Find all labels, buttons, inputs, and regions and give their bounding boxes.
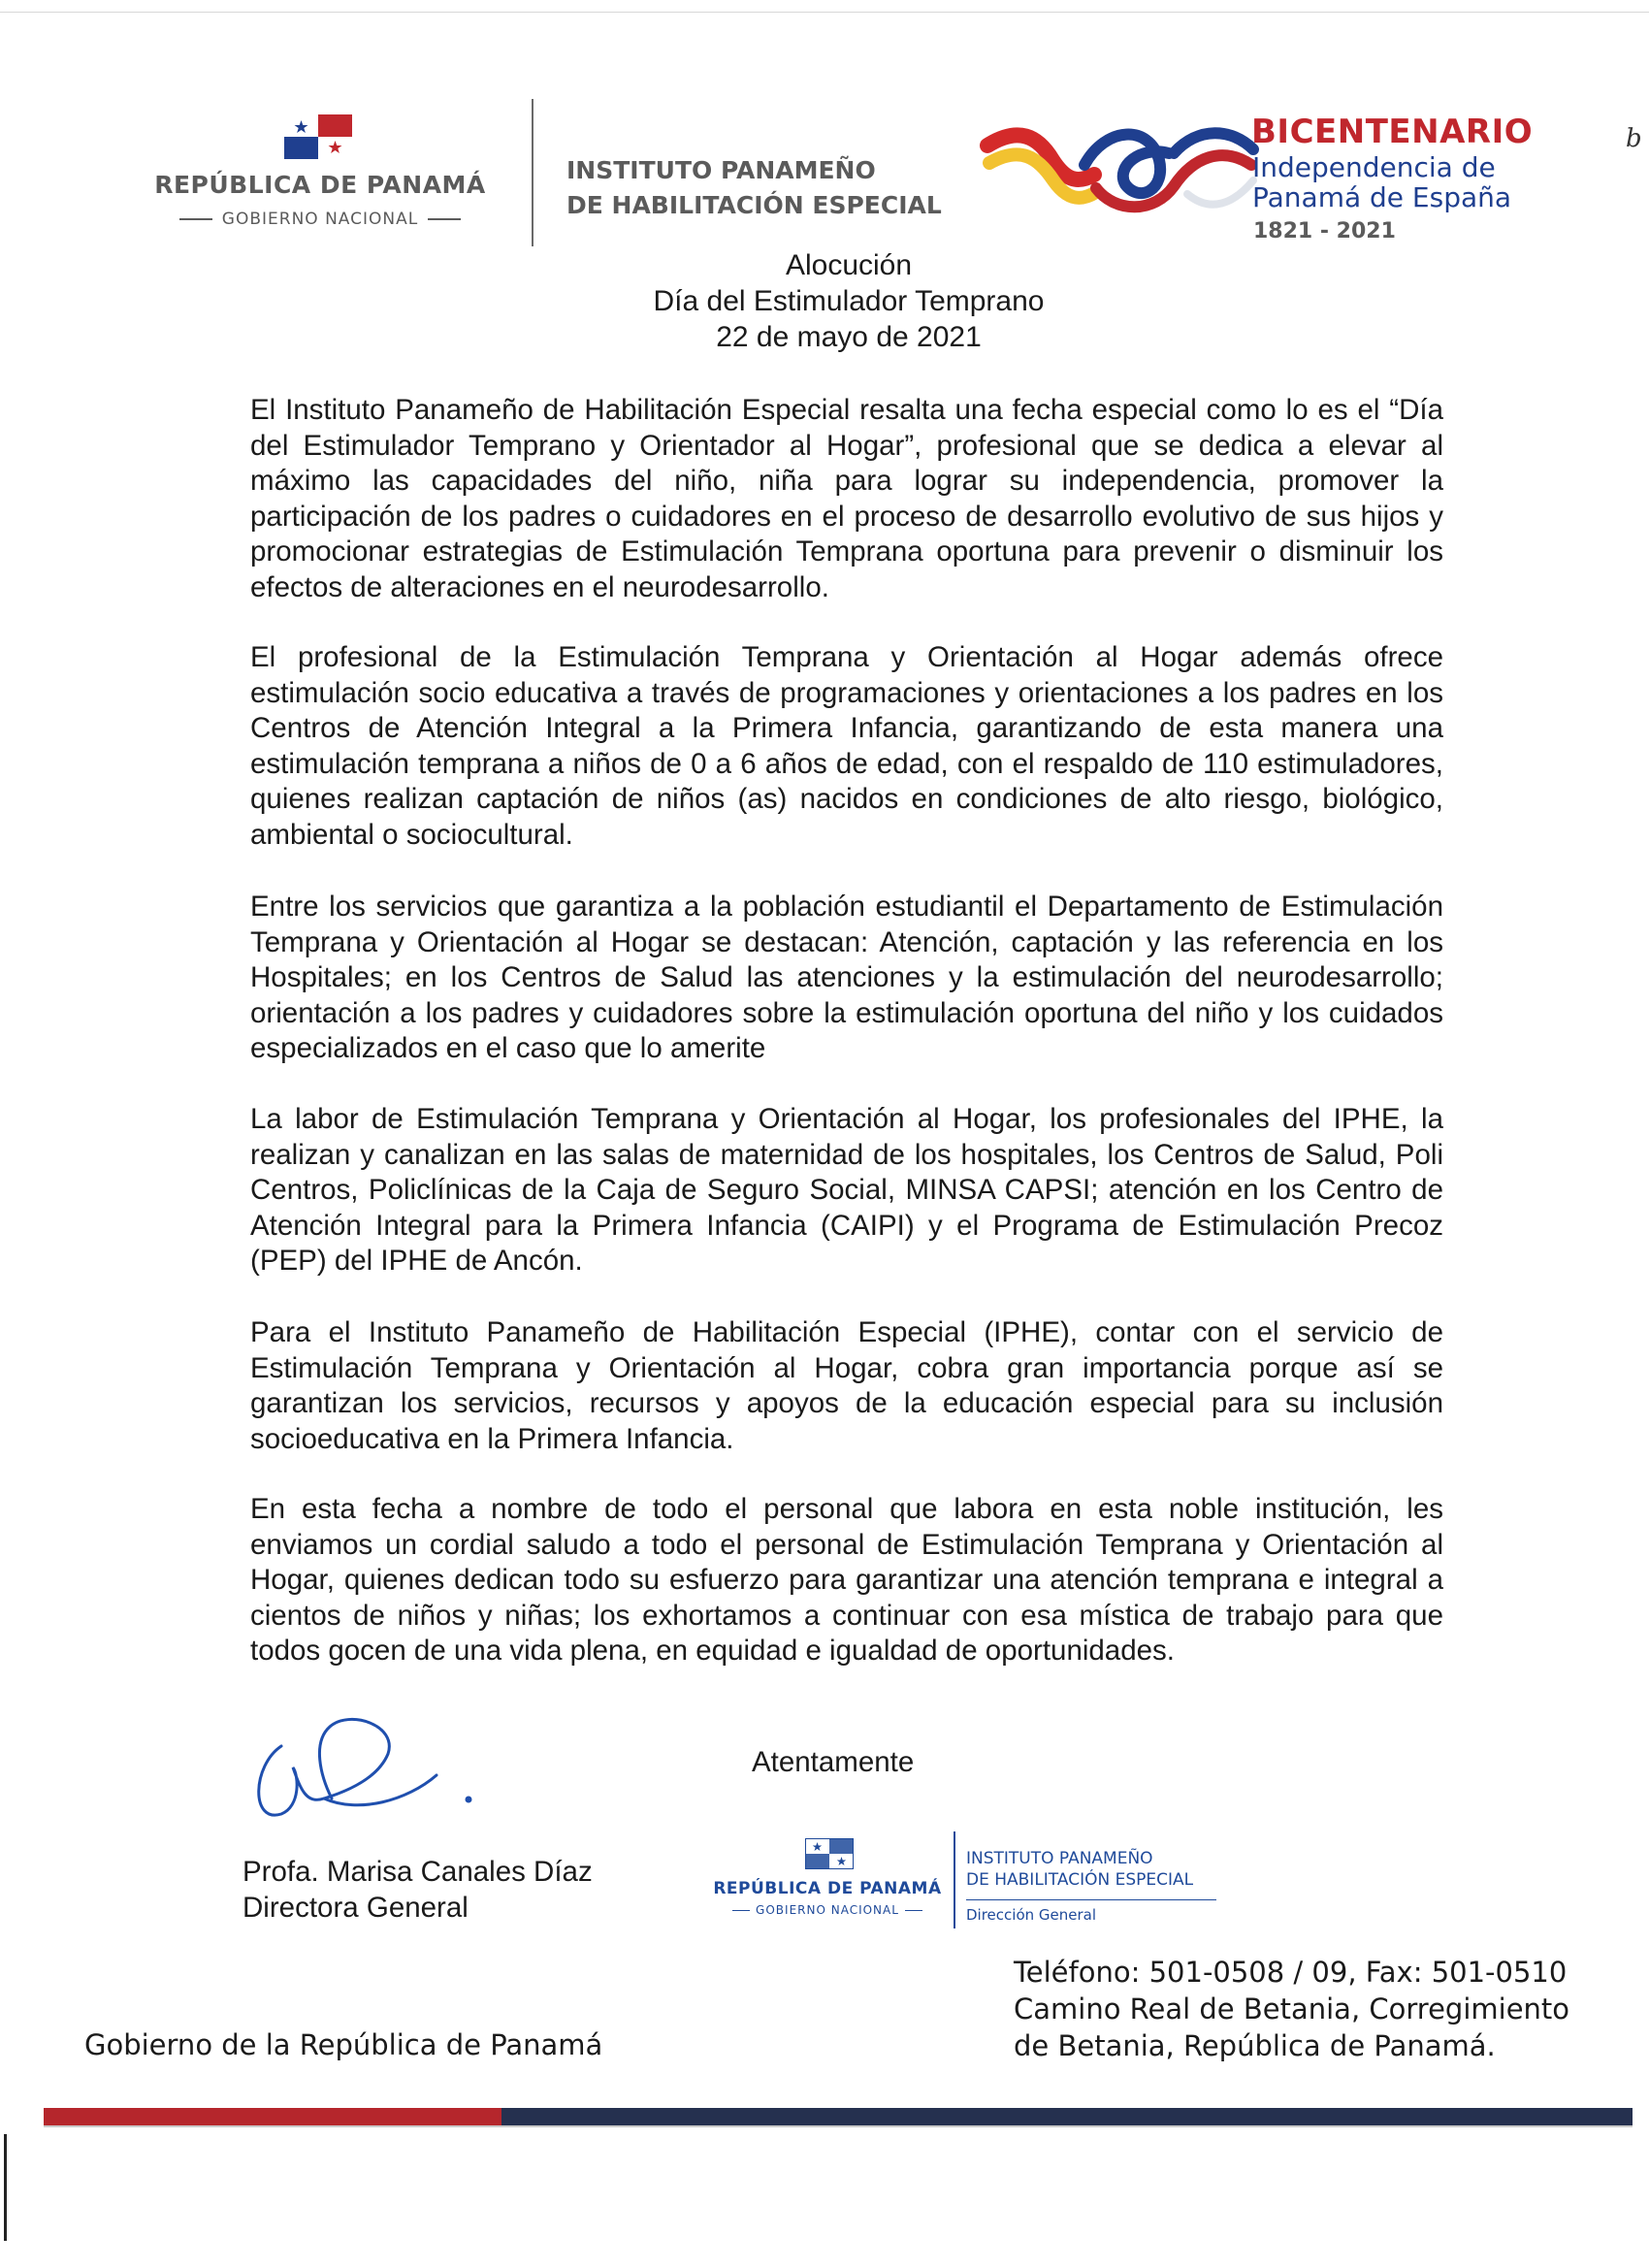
government-label: GOBIERNO NACIONAL <box>146 210 495 229</box>
signer-title: Directora General <box>242 1892 469 1924</box>
footer-band-red <box>44 2108 501 2125</box>
contact-address-2: de Betania, República de Panamá. <box>1014 2029 1496 2062</box>
republic-name: REPÚBLICA DE PANAMÁ <box>154 171 486 199</box>
margin-handwritten-mark: b <box>1626 124 1642 153</box>
document-title <box>543 247 1154 355</box>
signature-mark <box>242 1707 485 1848</box>
contact-phone: Teléfono: 501-0508 / 09, Fax: 501-0510 <box>1014 1956 1568 1989</box>
stamp-government: GOBIERNO NACIONAL <box>718 1903 937 1917</box>
paragraph-3: Entre los servicios que garantiza a la población estudiantil el Departamento de Estimulación Temprana y Orientación al Hogar se destacan: Atención, captación y las referencia en los Hospitales; en los Centros de Salud las atenciones y la estimulación del neurodesarrollo; orientación a los padres y cuidadores sobre la estimulación oportuna del niño y los cuidados especializados en el caso que lo amerite <box>250 891 1443 1065</box>
contact-address-1: Camino Real de Betania, Corregimiento <box>1014 1993 1570 2025</box>
paragraph-5: Para el Instituto Panameño de Habilitación Especial (IPHE), contar con el servicio de Estimulación Temprana y Orientación al Hogar, cobra gran importancia porque así se garantizan los servicios, recursos y apoyos de la educación especial para su inclusión socioeducativa en la Primera Infancia. <box>250 1316 1443 1455</box>
bicentenario-years: 1821 - 2021 <box>1253 219 1396 243</box>
closing-atentamente: Atentamente <box>752 1746 915 1778</box>
paragraph-1: El Instituto Panameño de Habilitación Especial resalta una fecha especial como lo es el “Día del Estimulador Temprano y Orientador al Hogar”, profesional que se dedica a elevar al máximo las capacidades del niño, niña para lograr su independencia, promover la participación de los padres o cuidadores en el proceso de desarrollo evolutivo de sus hijos y promocionar estrategias de Estimulación Temprana oportuna para prevenir o disminuir los efectos de alteraciones en el neurodesarrollo. <box>250 394 1443 603</box>
scan-edge-mark <box>4 2134 7 2241</box>
stamp-republic: REPÚBLICA DE PANAMÁ <box>713 1879 942 1898</box>
stamp-rule <box>966 1899 1216 1900</box>
top-edge-rule <box>0 12 1649 13</box>
paragraph-4: La labor de Estimulación Temprana y Orientación al Hogar, los profesionales del IPHE, la realizan y canalizan en las salas de maternidad de los hospitales, los Centros de Salud, Poli Centros, Policlínicas de la Caja de Seguro Social, MINSA CAPSI; atención en los Centro de Atención Integral para la Primera Infancia (CAIPI) y el Programa de Estimulación Precoz (PEP) del IPHE de Ancón. <box>250 1103 1443 1278</box>
paragraph-2: El profesional de la Estimulación Temprana y Orientación al Hogar además ofrece estimulación socio educativa a través de programaciones y orientaciones a los padres en los Centros de Atención Integral a la Primera Infancia, garantizando de esta manera una estimulación temprana a niños de 0 a 6 años de edad, con el respaldo de 110 estimuladores, quienes realizan captación de niños (as) nacidos en condiciones de alto riesgo, biológico, ambiental o sociocultural. <box>250 641 1443 851</box>
title-line-1: Alocución <box>785 249 913 281</box>
title-line-2: Día del Estimulador Temprano <box>653 285 1045 317</box>
bicentenario-title: BICENTENARIO <box>1251 113 1534 151</box>
paragraph-6: En esta fecha a nombre de todo el personal que labora en esta noble institución, les enviamos un cordial saludo a todo el personal de Estimulación Temprana y Orientación al Hogar, quienes dedican todo su esfuerzo para garantizar una atención temprana e integral a cientos de niños y niñas; los exhortamos a continuar con esa mística de trabajo para que todos gocen de una vida plena, en equidad e igualdad de oportunidades. <box>250 1493 1443 1668</box>
stamp-direction: Dirección General <box>966 1906 1097 1924</box>
institute-name: INSTITUTO PANAMEÑO DE HABILITACIÓN ESPECIAL <box>566 156 942 219</box>
panama-flag-icon <box>284 114 352 159</box>
footer-government: Gobierno de la República de Panamá <box>84 2028 603 2061</box>
signer-name: Profa. Marisa Canales Díaz <box>242 1856 593 1888</box>
stamp-flag-icon <box>805 1838 854 1869</box>
bicentenario-subtitle-2: Panamá de España <box>1252 181 1512 213</box>
footer-band-blue <box>501 2108 1633 2125</box>
title-date: 22 de mayo de 2021 <box>716 321 982 353</box>
stamp-institute: INSTITUTO PANAMEÑO DE HABILITACIÓN ESPECIAL <box>966 1849 1194 1890</box>
bicentenario-subtitle-1: Independencia de <box>1252 151 1496 183</box>
stamp-divider <box>954 1831 955 1928</box>
bicentenario-ribbon-logo <box>980 107 1261 231</box>
footer-band-shadow <box>44 2125 1633 2127</box>
header-divider <box>532 99 534 246</box>
